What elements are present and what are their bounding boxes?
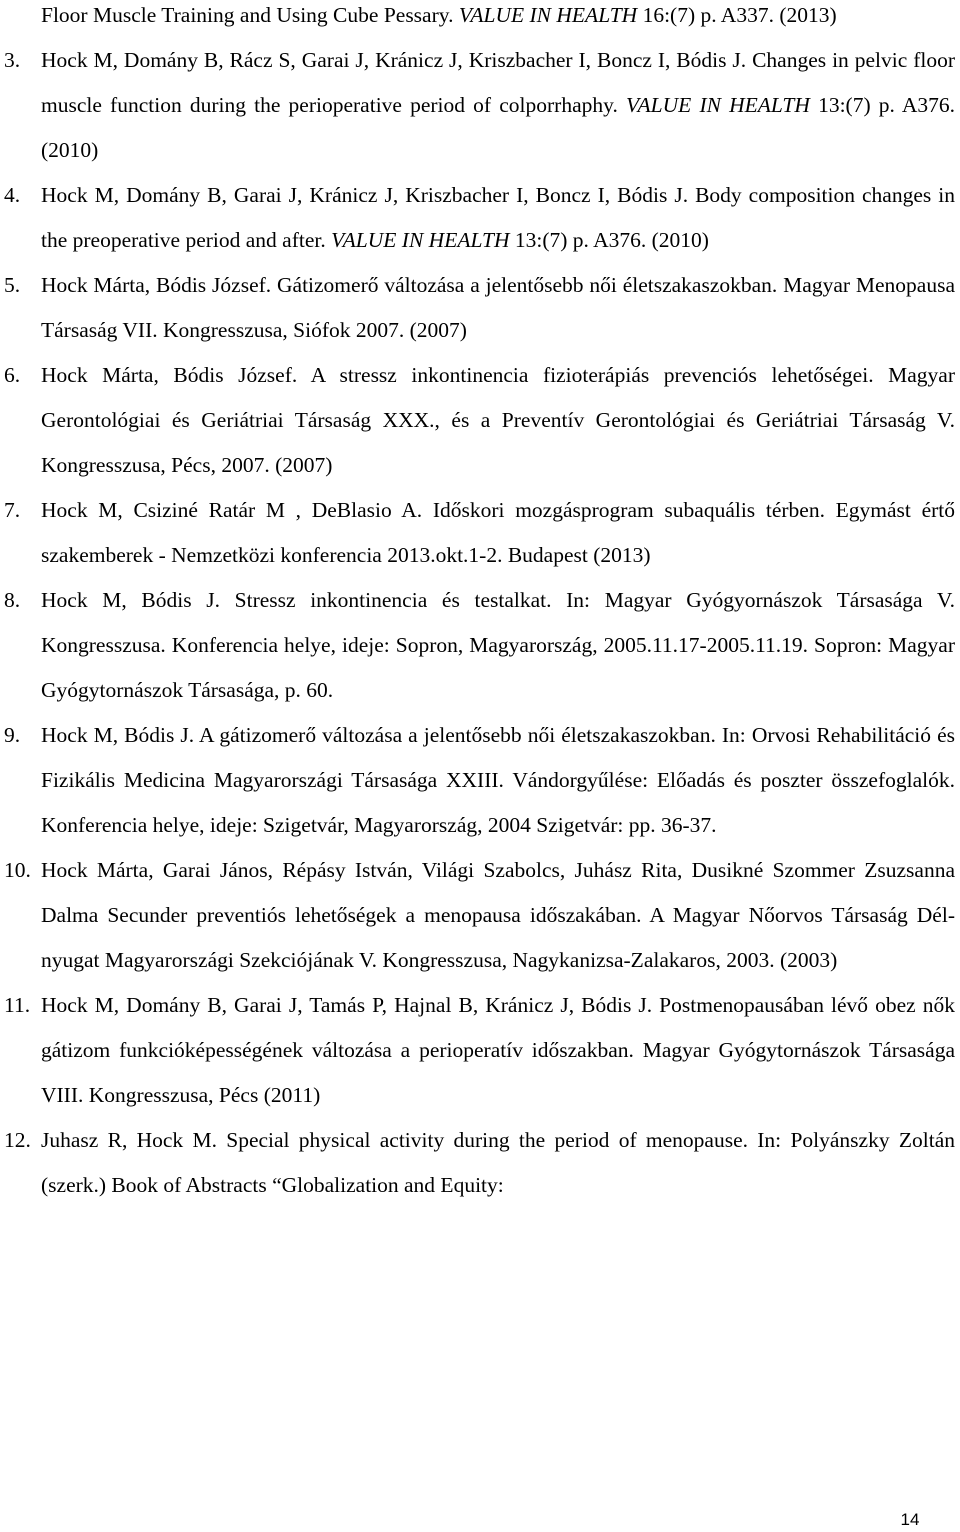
reference-item xyxy=(4,848,955,983)
journal-title: VALUE IN HEALTH xyxy=(458,3,638,27)
reference-text: Hock M, Domány B, Rácz S, Garai J, Kránicz J, Kriszbacher I, Boncz I, Bódis J. Changes in pelvic floor muscle function during the perioperative period of colporrhaphy. xyxy=(41,48,955,117)
reference-text: Hock Márta, Bódis József. Gátizomerő változása a jelentősebb női életszakaszokban. Magyar Menopausa Társaság VII. Kongresszusa, Siófok 2007. (2007) xyxy=(41,273,955,342)
reference-text: Hock M, Bódis J. A gátizomerő változása a jelentősebb női életszakaszokban. In: Orvosi Rehabilitáció és Fizikális Medicina Magyarországi Társasága XXIII. Vándorgyűlése: Előadás és poszter összefoglalók. Konferencia helye, ideje: Szigetvár, Magyarország, 2004 Szigetvár: pp. 36-37. xyxy=(41,723,955,837)
reference-number: 8. xyxy=(4,588,21,612)
reference-text: Hock M, Csiziné Ratár M , DeBlasio A. Időskori mozgásprogram subaquális térben. Egymást értő szakemberek - Nemzetközi konferencia 2013.okt.1-2. Budapest (2013) xyxy=(41,498,955,567)
reference-item xyxy=(4,578,955,713)
reference-text: 16:(7) p. A337. (2013) xyxy=(637,3,837,27)
reference-item xyxy=(4,263,955,353)
reference-text: Hock Márta, Garai János, Répásy István, Világi Szabolcs, Juhász Rita, Dusikné Szommer Zsuzsanna Dalma Secunder preventiós lehetőségek a menopausa időszakában. A Magyar Nőorvos Társaság Dél-nyugat Magyarországi Szekciójának V. Kongresszusa, Nagykanizsa-Zalakaros, 2003. (2003) xyxy=(41,858,955,972)
reference-number: 11. xyxy=(4,993,31,1017)
reference-item xyxy=(4,173,955,263)
page-number: 14 xyxy=(900,1510,920,1529)
reference-text: Juhasz R, Hock M. Special physical activity during the period of menopause. In: Polyánszky Zoltán (szerk.) Book of Abstracts “Globalization and Equity: xyxy=(41,1128,955,1197)
reference-number: 3. xyxy=(4,48,21,72)
journal-title: VALUE IN HEALTH xyxy=(331,228,510,252)
reference-item xyxy=(4,38,956,173)
reference-item xyxy=(41,0,955,38)
reference-text: 13:(7) p. A376. (2010) xyxy=(509,228,709,252)
reference-number: 6. xyxy=(4,363,21,387)
reference-item xyxy=(4,488,955,578)
reference-item xyxy=(4,713,955,848)
reference-number: 7. xyxy=(4,498,21,522)
reference-number: 12. xyxy=(4,1128,31,1152)
reference-number: 10. xyxy=(4,858,31,882)
reference-number: 4. xyxy=(4,183,21,207)
reference-text: Floor Muscle Training and Using Cube Pessary. xyxy=(41,3,459,27)
reference-text: Hock Márta, Bódis József. A stressz inkontinencia fizioterápiás prevenciós lehetőségei. Magyar Gerontológiai és Geriátriai Társaság XXX., és a Preventív Gerontológiai és Geriátriai Társaság V. Kongresszusa, Pécs, 2007. (2007) xyxy=(41,363,955,477)
reference-text: 13:(7) p. A376. (2010) xyxy=(41,93,956,162)
reference-text: Hock M, Domány B, Garai J, Kránicz J, Kriszbacher I, Boncz I, Bódis J. Body composition changes in the preoperative period and after. xyxy=(41,183,955,252)
reference-item xyxy=(4,353,955,488)
reference-number: 5. xyxy=(4,273,21,297)
reference-number: 9. xyxy=(4,723,21,747)
reference-item xyxy=(4,1118,955,1208)
reference-text: Hock M, Domány B, Garai J, Tamás P, Hajnal B, Kránicz J, Bódis J. Postmenopausában lévő obez nők gátizom funkcióképességének változása a perioperatív időszakban. Magyar Gyógytornászok Társasága VIII. Kongresszusa, Pécs (2011) xyxy=(41,993,955,1107)
journal-title: VALUE IN HEALTH xyxy=(626,93,810,117)
reference-item xyxy=(4,983,955,1118)
reference-list xyxy=(4,0,956,1208)
reference-text: Hock M, Bódis J. Stressz inkontinencia és testalkat. In: Magyar Gyógyornászok Társasága V. Kongresszusa. Konferencia helye, ideje: Sopron, Magyarország, 2005.11.17-2005.11.19. Sopron: Magyar Gyógytornászok Társasága, p. 60. xyxy=(41,588,955,702)
